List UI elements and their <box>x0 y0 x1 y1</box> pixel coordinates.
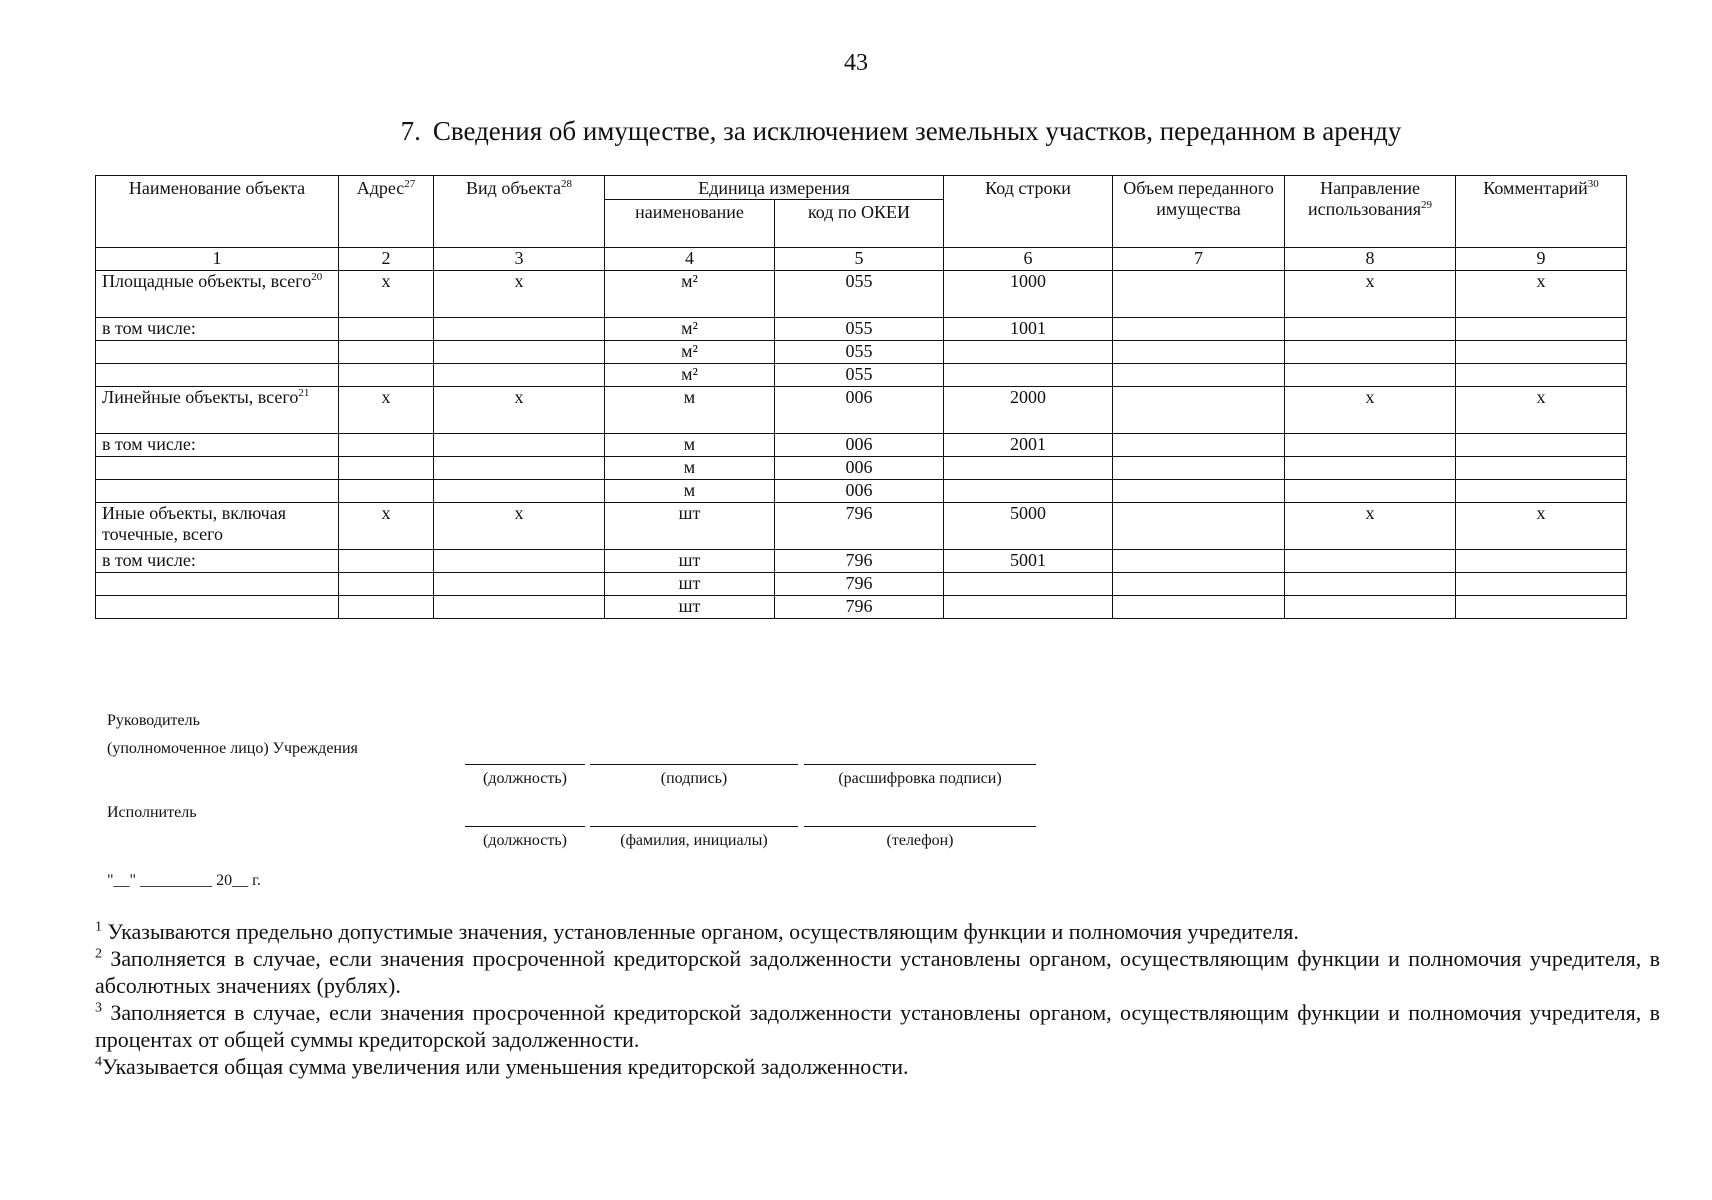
caption-executor-phone: (телефон) <box>886 832 954 849</box>
cell-volume[interactable] <box>1113 341 1285 364</box>
header-comment: Комментарий$^{30}$ <box>1456 176 1627 248</box>
table-row <box>96 550 1627 573</box>
cell-kind[interactable] <box>434 596 605 619</box>
cell-volume[interactable] <box>1113 503 1285 550</box>
cell-direction: x <box>1285 503 1456 550</box>
index-cell: 4 <box>605 248 775 271</box>
header-unit-name: наименование <box>605 200 775 248</box>
cell-volume[interactable] <box>1113 318 1285 341</box>
index-cell: 2 <box>339 248 434 271</box>
cell-unit: м <box>605 480 775 503</box>
cell-unit: шт <box>605 550 775 573</box>
cell-direction: x <box>1285 271 1456 318</box>
cell-address[interactable] <box>339 573 434 596</box>
header-address: Адрес$^{27}$ <box>339 176 434 248</box>
cell-direction[interactable] <box>1285 457 1456 480</box>
cell-code[interactable] <box>944 480 1113 503</box>
table-row <box>96 387 1627 434</box>
table-row <box>96 434 1627 457</box>
cell-unit: шт <box>605 503 775 550</box>
head-signature-line[interactable] <box>590 764 798 765</box>
cell-volume[interactable] <box>1113 387 1285 434</box>
footnote-1: $^1$ Указываются предельно допустимые значения, установленные органом, осуществляющим функции и полномочия учредителя. <box>95 919 1299 944</box>
cell-address: x <box>339 503 434 550</box>
cell-name <box>96 364 339 387</box>
cell-direction[interactable] <box>1285 596 1456 619</box>
cell-direction[interactable] <box>1285 434 1456 457</box>
cell-code: 5000 <box>944 503 1113 550</box>
executor-position-line[interactable] <box>465 826 585 827</box>
cell-code: 1000 <box>944 271 1113 318</box>
table-row <box>96 503 1627 550</box>
cell-kind[interactable] <box>434 364 605 387</box>
cell-comment[interactable] <box>1456 596 1627 619</box>
cell-okei: 055 <box>775 271 944 318</box>
cell-address[interactable] <box>339 550 434 573</box>
cell-volume[interactable] <box>1113 480 1285 503</box>
cell-okei: 796 <box>775 573 944 596</box>
cell-code[interactable] <box>944 457 1113 480</box>
cell-kind: x <box>434 503 605 550</box>
signature-block <box>107 712 1107 902</box>
table-row <box>96 480 1627 503</box>
cell-direction[interactable] <box>1285 318 1456 341</box>
header-unit-code: код по ОКЕИ <box>775 200 944 248</box>
cell-comment[interactable] <box>1456 434 1627 457</box>
cell-address[interactable] <box>339 480 434 503</box>
cell-okei: 796 <box>775 596 944 619</box>
cell-direction[interactable] <box>1285 573 1456 596</box>
cell-name: в том числе: <box>96 434 339 457</box>
cell-okei: 055 <box>775 364 944 387</box>
cell-unit: м² <box>605 318 775 341</box>
section-title-text: Сведения об имуществе, за исключением земельных участков, переданном в аренду <box>432 116 1402 146</box>
cell-direction: x <box>1285 387 1456 434</box>
cell-unit: шт <box>605 596 775 619</box>
header-volume: Объем переданного имущества <box>1113 176 1285 248</box>
cell-unit: м <box>605 457 775 480</box>
head-label: Руководитель <box>107 712 200 729</box>
index-cell: 9 <box>1456 248 1627 271</box>
cell-unit: м² <box>605 271 775 318</box>
header-kind: Вид объекта$^{28}$ <box>434 176 605 248</box>
cell-okei: 055 <box>775 341 944 364</box>
cell-comment[interactable] <box>1456 364 1627 387</box>
cell-okei: 796 <box>775 550 944 573</box>
cell-kind[interactable] <box>434 457 605 480</box>
cell-okei: 796 <box>775 503 944 550</box>
cell-volume[interactable] <box>1113 364 1285 387</box>
index-cell: 8 <box>1285 248 1456 271</box>
cell-volume[interactable] <box>1113 573 1285 596</box>
index-cell: 5 <box>775 248 944 271</box>
cell-volume[interactable] <box>1113 271 1285 318</box>
cell-kind[interactable] <box>434 550 605 573</box>
caption-signature: (подпись) <box>660 770 728 787</box>
cell-address[interactable] <box>339 364 434 387</box>
cell-comment[interactable] <box>1456 341 1627 364</box>
cell-name <box>96 341 339 364</box>
cell-kind[interactable] <box>434 341 605 364</box>
cell-kind: x <box>434 271 605 318</box>
cell-code: 5001 <box>944 550 1113 573</box>
cell-code: 2000 <box>944 387 1113 434</box>
cell-comment[interactable] <box>1456 550 1627 573</box>
executor-name-line[interactable] <box>590 826 798 827</box>
cell-okei: 006 <box>775 434 944 457</box>
table-row <box>96 457 1627 480</box>
cell-direction[interactable] <box>1285 341 1456 364</box>
footnotes <box>95 918 1660 1080</box>
date-field[interactable]: "__" _________ 20__ г. <box>107 872 261 889</box>
table-row <box>96 318 1627 341</box>
cell-name <box>96 457 339 480</box>
cell-volume[interactable] <box>1113 434 1285 457</box>
cell-address: x <box>339 387 434 434</box>
cell-comment: x <box>1456 503 1627 550</box>
footnote-4: $^4$Указывается общая сумма увеличения или уменьшения кредиторской задолженности. <box>95 1054 909 1079</box>
head-label-2: (уполномоченное лицо) Учреждения <box>107 740 358 757</box>
cell-name: Линейные объекты, всего$^{21}$ <box>96 387 339 434</box>
index-cell: 1 <box>96 248 339 271</box>
cell-direction[interactable] <box>1285 480 1456 503</box>
cell-okei: 006 <box>775 387 944 434</box>
cell-code: 2001 <box>944 434 1113 457</box>
section-number: 7. <box>400 116 421 146</box>
cell-code[interactable] <box>944 573 1113 596</box>
table-row <box>96 596 1627 619</box>
footnote-2: $^2$ Заполняется в случае, если значения просроченной кредиторской задолженности установлены органом, осуществляющим функции и полномочия учредителя, в абсолютных значениях (рублях). <box>95 946 1661 998</box>
cell-name <box>96 573 339 596</box>
cell-name: в том числе: <box>96 318 339 341</box>
header-direction: Направление использования$^{29}$ <box>1285 176 1456 248</box>
cell-direction[interactable] <box>1285 550 1456 573</box>
table-row <box>96 573 1627 596</box>
cell-kind[interactable] <box>434 434 605 457</box>
cell-kind[interactable] <box>434 480 605 503</box>
cell-name <box>96 480 339 503</box>
cell-volume[interactable] <box>1113 457 1285 480</box>
cell-code[interactable] <box>944 596 1113 619</box>
table-row <box>96 364 1627 387</box>
index-cell: 3 <box>434 248 605 271</box>
cell-code[interactable] <box>944 341 1113 364</box>
cell-address[interactable] <box>339 318 434 341</box>
cell-code[interactable] <box>944 364 1113 387</box>
cell-code: 1001 <box>944 318 1113 341</box>
header-name: Наименование объекта <box>96 176 339 248</box>
cell-unit: м <box>605 387 775 434</box>
cell-unit: м <box>605 434 775 457</box>
index-cell: 7 <box>1113 248 1285 271</box>
head-position-line[interactable] <box>465 764 585 765</box>
cell-okei: 006 <box>775 480 944 503</box>
cell-kind[interactable] <box>434 573 605 596</box>
table-row <box>96 341 1627 364</box>
cell-name: Иные объекты, включая точечные, всего <box>96 503 339 550</box>
property-table <box>95 175 1627 619</box>
cell-name: Площадные объекты, всего$^{20}$ <box>96 271 339 318</box>
caption-executor-name: (фамилия, инициалы) <box>620 832 768 849</box>
cell-address[interactable] <box>339 596 434 619</box>
cell-kind[interactable] <box>434 318 605 341</box>
cell-okei: 006 <box>775 457 944 480</box>
page-number: 43 <box>844 50 868 76</box>
caption-executor-position: (должность) <box>483 832 567 849</box>
cell-unit: м² <box>605 341 775 364</box>
cell-volume[interactable] <box>1113 550 1285 573</box>
table-row <box>96 271 1627 318</box>
executor-phone-line[interactable] <box>804 826 1036 827</box>
cell-comment: x <box>1456 387 1627 434</box>
cell-unit: шт <box>605 573 775 596</box>
column-index-row <box>96 248 1627 271</box>
header-row-1 <box>96 176 1627 200</box>
cell-address[interactable] <box>339 341 434 364</box>
cell-address: x <box>339 271 434 318</box>
cell-comment[interactable] <box>1456 573 1627 596</box>
header-unit: Единица измерения <box>605 176 944 200</box>
section-title <box>0 116 1712 147</box>
executor-label: Исполнитель <box>107 804 197 821</box>
cell-address[interactable] <box>339 457 434 480</box>
caption-decode: (расшифровка подписи) <box>838 770 1002 787</box>
cell-name <box>96 596 339 619</box>
head-decode-line[interactable] <box>804 764 1036 765</box>
header-row-code: Код строки <box>944 176 1113 248</box>
cell-okei: 055 <box>775 318 944 341</box>
cell-kind: x <box>434 387 605 434</box>
cell-name: в том числе: <box>96 550 339 573</box>
cell-address[interactable] <box>339 434 434 457</box>
cell-comment[interactable] <box>1456 480 1627 503</box>
cell-comment: x <box>1456 271 1627 318</box>
caption-position: (должность) <box>483 770 567 787</box>
cell-direction[interactable] <box>1285 364 1456 387</box>
cell-comment[interactable] <box>1456 318 1627 341</box>
footnote-3: $^3$ Заполняется в случае, если значения просроченной кредиторской задолженности установлены органом, осуществляющим функции и полномочия учредителя, в процентах от общей суммы кредиторской задолженности. <box>95 1000 1661 1052</box>
index-cell: 6 <box>944 248 1113 271</box>
cell-volume[interactable] <box>1113 596 1285 619</box>
cell-comment[interactable] <box>1456 457 1627 480</box>
cell-unit: м² <box>605 364 775 387</box>
